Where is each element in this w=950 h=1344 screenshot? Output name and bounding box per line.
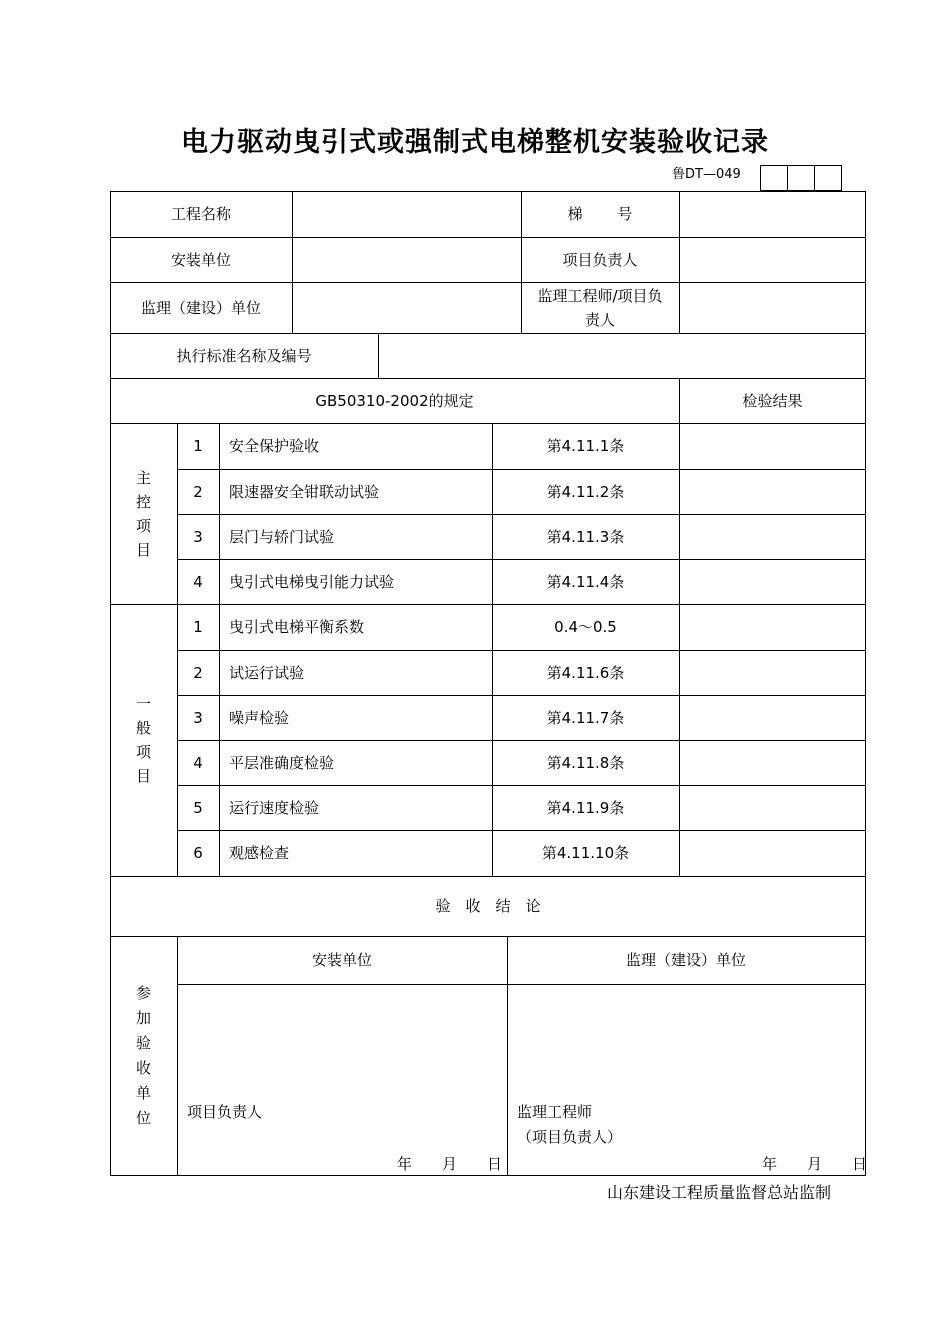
general-item-clause: 0.4～0.5	[554, 618, 617, 636]
general-item-clause: 第4.11.6条	[546, 663, 625, 682]
code-box[interactable]	[814, 165, 842, 191]
result-column-header: 检验结果	[742, 391, 803, 410]
general-item-result[interactable]	[680, 695, 865, 740]
general-item-no: 5	[193, 798, 203, 817]
install-unit-field[interactable]	[293, 237, 521, 282]
supervision-unit-field[interactable]	[293, 282, 521, 333]
participants-label: 参加验收单位	[135, 984, 151, 1127]
general-item-no: 2	[193, 663, 203, 682]
general-item-name: 噪声检验	[229, 708, 290, 727]
code-box[interactable]	[760, 165, 788, 191]
project-leader-label: 项目负责人	[562, 250, 638, 269]
general-item-result[interactable]	[680, 740, 865, 785]
general-item-no: 4	[193, 753, 203, 772]
supervision-signer-label: 监理工程师	[517, 1103, 593, 1121]
main-item-clause: 第4.11.4条	[546, 572, 625, 591]
install-signer-label: 项目负责人	[187, 1103, 263, 1121]
code-boxes	[760, 165, 842, 191]
form-code: 鲁DT—049	[672, 167, 741, 182]
acceptance-form	[110, 191, 866, 1176]
general-items-label: 一般项目	[135, 695, 151, 785]
supervision-sign-date[interactable]: 年 月 日	[762, 1155, 868, 1173]
main-item-result[interactable]	[680, 559, 865, 604]
page-title: 电力驱动曳引式或强制式电梯整机安装验收记录	[181, 127, 769, 158]
main-item-name: 安全保护验收	[229, 437, 320, 455]
main-item-no: 1	[193, 437, 203, 455]
code-box[interactable]	[787, 165, 815, 191]
general-item-name: 曳引式电梯平衡系数	[229, 618, 365, 636]
general-item-name: 运行速度检验	[229, 798, 320, 817]
supervision-unit-label: 监理（建设）单位	[140, 298, 261, 317]
main-item-clause: 第4.11.3条	[546, 527, 625, 546]
participants-supervision-unit: 监理（建设）单位	[625, 951, 746, 969]
main-item-no: 2	[193, 482, 203, 501]
standard-label: 执行标准名称及编号	[176, 346, 312, 365]
general-item-result[interactable]	[680, 650, 865, 695]
standard-field[interactable]	[379, 333, 865, 378]
general-item-clause: 第4.11.8条	[546, 753, 625, 772]
general-item-no: 6	[193, 844, 203, 862]
install-sign-date[interactable]: 年 月 日	[397, 1155, 503, 1173]
main-item-no: 4	[193, 572, 203, 591]
project-name-label: 工程名称	[170, 205, 231, 223]
main-items-label: 主控项目	[135, 468, 151, 559]
general-item-clause: 第4.11.7条	[546, 708, 625, 727]
project-leader-field[interactable]	[680, 237, 865, 282]
general-item-no: 3	[193, 708, 203, 727]
main-item-name: 限速器安全钳联动试验	[229, 482, 380, 501]
general-item-result[interactable]	[680, 604, 865, 650]
general-item-clause: 第4.11.10条	[541, 844, 630, 862]
main-item-clause: 第4.11.2条	[546, 482, 625, 501]
footer-issuer: 山东建设工程质量监督总站监制	[607, 1183, 832, 1202]
general-item-clause: 第4.11.9条	[546, 798, 625, 817]
elevator-no-label: 梯 号	[567, 205, 633, 223]
general-item-name: 观感检查	[229, 844, 290, 862]
elevator-no-field[interactable]	[680, 191, 865, 237]
project-name-field[interactable]	[293, 191, 521, 237]
install-unit-label: 安装单位	[170, 250, 231, 269]
general-item-result[interactable]	[680, 830, 865, 876]
supervision-signer-sub: （项目负责人）	[517, 1128, 623, 1146]
general-item-result[interactable]	[680, 785, 865, 830]
main-item-no: 3	[193, 527, 203, 546]
main-item-name: 层门与轿门试验	[229, 527, 335, 546]
participants-install-unit: 安装单位	[311, 951, 372, 969]
spec-column-header: GB50310-2002的规定	[315, 391, 474, 410]
main-item-clause: 第4.11.1条	[546, 437, 625, 455]
general-item-no: 1	[193, 618, 203, 636]
general-item-name: 平层准确度检验	[229, 753, 335, 772]
main-item-result[interactable]	[680, 423, 865, 469]
conclusion-label: 验 收 结 论	[435, 897, 541, 915]
main-item-result[interactable]	[680, 514, 865, 559]
main-item-result[interactable]	[680, 469, 865, 514]
supervisor-field[interactable]	[680, 282, 865, 333]
main-item-name: 曳引式电梯曳引能力试验	[229, 572, 395, 591]
general-item-name: 试运行试验	[229, 663, 305, 682]
supervisor-label: 监理工程师/项目负责人	[537, 286, 663, 329]
